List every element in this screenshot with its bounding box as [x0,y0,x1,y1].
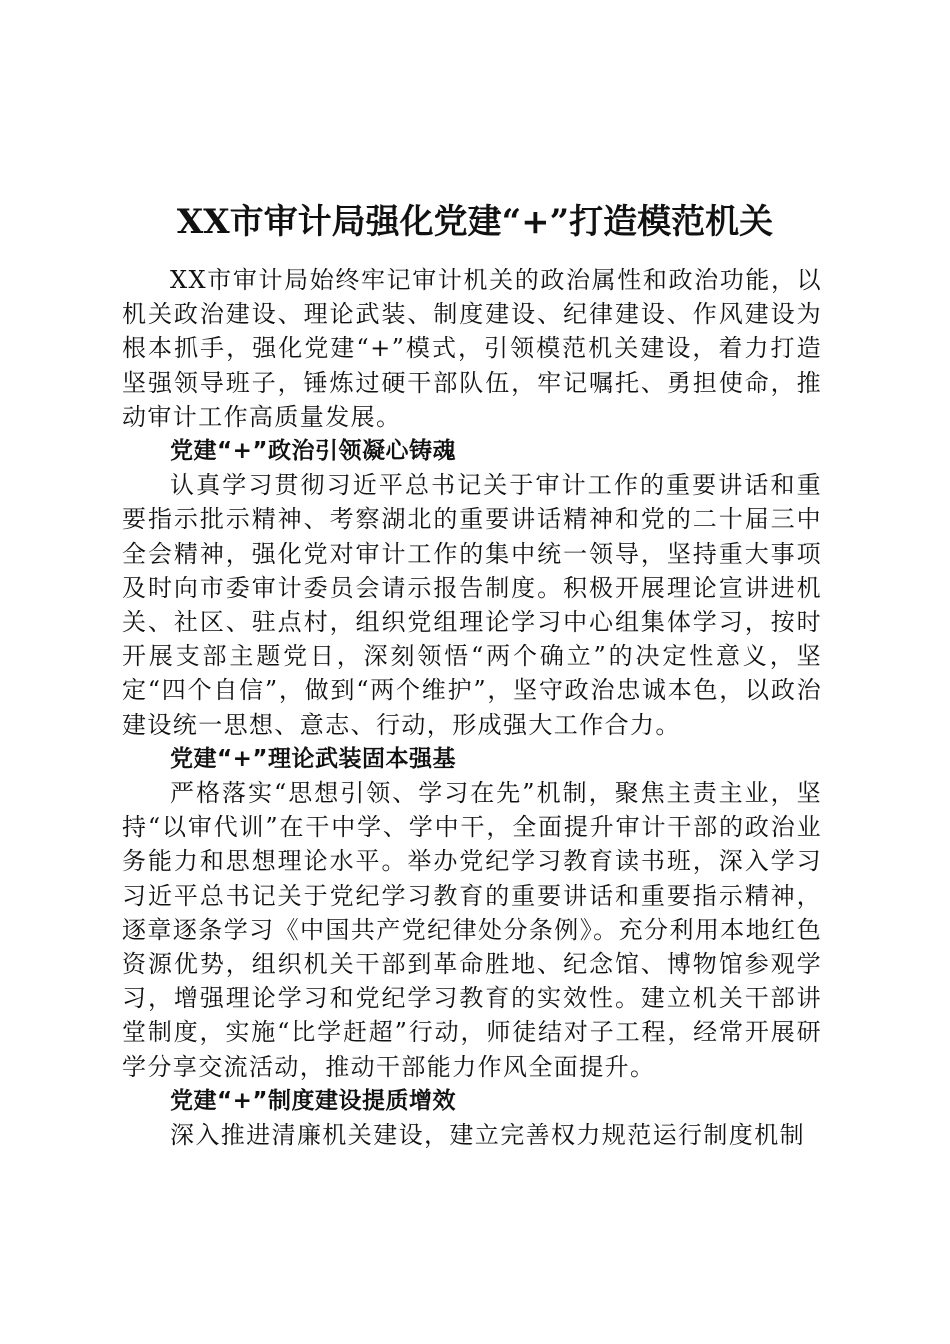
document-title: XX市审计局强化党建“+”打造模范机关 [176,202,774,242]
section-heading-theory: 党建“+”理论武装固本强基 [170,745,457,772]
section-paragraph-theory: 严格落实“思想引领、学习在先”机制，聚焦主责主业，坚持“以审代训”在干中学、学中干，全面提升审计干部的政治业务能力和思想理论水平。举办党纪学习教育读书班，深入学习习近平总书记关于党纪学习教育的重要讲话和重要指示精神，逐章逐条学习《中国共产党纪律处分条例》。充分利用本地红色资源优势，组织机关干部到革命胜地、纪念馆、博物馆参观学习，增强理论学习和党纪学习教育的实效性。建立机关干部讲堂制度，实施“比学赶超”行动，师徒结对子工程，经常开展研学分享交流活动，推动干部能力作风全面提升。 [122,779,822,1081]
document-body [122,263,822,1152]
section-heading-political: 党建“+”政治引领凝心铸魂 [170,438,457,465]
section-paragraph-system: 深入推进清廉机关建设，建立完善权力规范运行制度机制 [170,1121,805,1150]
intro-paragraph: XX市审计局始终牢记审计机关的政治属性和政治功能，以机关政治建设、理论武装、制度建设、纪律建设、作风建设为根本抓手，强化党建“+”模式，引领模范机关建设，着力打造坚强领导班子，锤炼过硬干部队伍，牢记嘱托、勇担使命，推动审计工作高质量发展。 [122,266,822,431]
section-paragraph-political: 认真学习贯彻习近平总书记关于审计工作的重要讲话和重要指示批示精神、考察湖北的重要讲话精神和党的二十届三中全会精神，强化党对审计工作的集中统一领导，坚持重大事项及时向市委审计委员会请示报告制度。积极开展理论宣讲进机关、社区、驻点村，组织党组理论学习中心组集体学习，按时开展支部主题党日，深刻领悟“两个确立”的决定性意义，坚定“四个自信”，做到“两个维护”，坚守政治忠诚本色，以政治建设统一思想、意志、行动，形成强大工作合力。 [122,471,822,739]
section-heading-system: 党建“+”制度建设提质增效 [170,1087,457,1114]
